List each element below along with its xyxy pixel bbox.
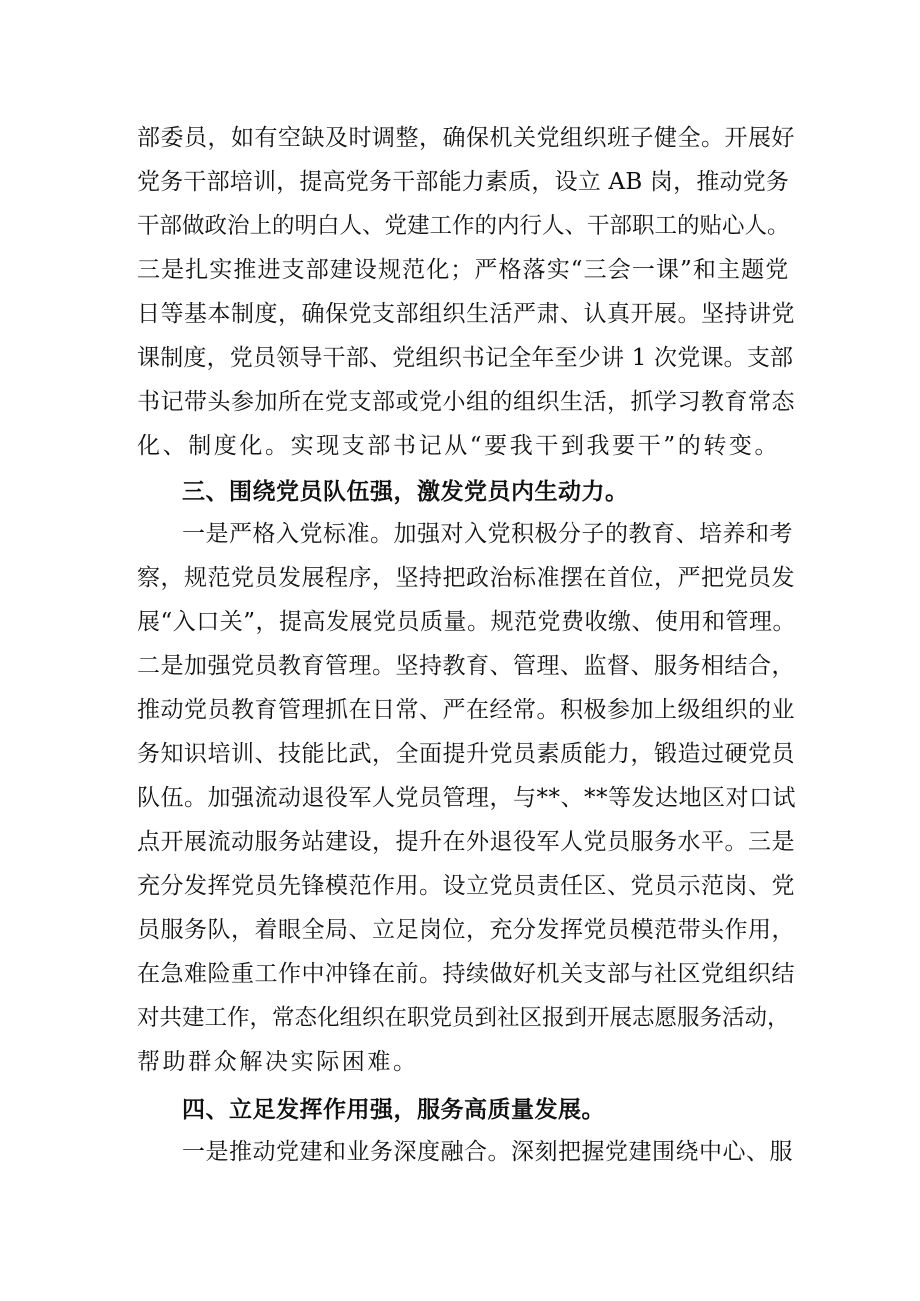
body-text-line: 课制度，党员领导干部、党组织书记全年至少讲 1 次党课。支部 <box>137 345 794 371</box>
body-text-line: 党务干部培训，提高党务干部能力素质，设立 AB 岗，推动党务 <box>137 169 790 195</box>
body-text-line: 书记带头参加所在党支部或党小组的组织生活，抓学习教育常态 <box>137 389 795 415</box>
body-text-line: 部委员，如有空缺及时调整，确保机关党组织班子健全。开展好 <box>137 125 795 151</box>
body-text-line: 队伍。加强流动退役军人党员管理，与**、**等发达地区对口试 <box>137 785 796 811</box>
body-text-line: 对共建工作，常态化组织在职党员到社区报到开展志愿服务活动， <box>137 1005 790 1031</box>
body-text-line: 在急难险重工作中冲锋在前。持续做好机关支部与社区党组织结 <box>137 961 795 987</box>
body-text-line: 员服务队，着眼全局、立足岗位，充分发挥党员模范带头作用， <box>137 917 795 943</box>
body-text-line: 务知识培训、技能比武，全面提升党员素质能力，锻造过硬党员 <box>137 741 795 767</box>
body-text-line: 一是严格入党标准。加强对入党积极分子的教育、培养和考 <box>182 521 793 547</box>
body-text-line: 推动党员教育管理抓在日常、严在经常。积极参加上级组织的业 <box>137 697 795 723</box>
body-text-line: 展“入口关”，提高发展党员质量。规范党费收缴、使用和管理。 <box>137 609 797 635</box>
body-text-line: 充分发挥党员先锋模范作用。设立党员责任区、党员示范岗、党 <box>137 873 795 899</box>
section-heading-4: 四、立足发挥作用强，服务高质量发展。 <box>182 1097 605 1123</box>
body-text-line: 化、制度化。实现支部书记从“要我干到我要干”的转变。 <box>137 433 781 459</box>
section-heading-3: 三、围绕党员队伍强，激发党员内生动力。 <box>182 479 629 505</box>
body-text-line: 二是加强党员教育管理。坚持教育、管理、监督、服务相结合， <box>137 653 795 679</box>
body-text-line: 察，规范党员发展程序，坚持把政治标准摆在首位，严把党员发 <box>137 565 795 591</box>
body-text-line: 一是推动党建和业务深度融合。深刻把握党建围绕中心、服 <box>182 1139 793 1165</box>
body-text-line: 干部做政治上的明白人、党建工作的内行人、干部职工的贴心人。 <box>137 213 790 239</box>
body-text-line: 帮助群众解决实际困难。 <box>137 1049 419 1075</box>
body-text-line: 点开展流动服务站建设，提升在外退役军人党员服务水平。三是 <box>137 829 795 855</box>
body-text-line: 日等基本制度，确保党支部组织生活严肃、认真开展。坚持讲党 <box>137 301 795 327</box>
body-text-line: 三是扎实推进支部建设规范化；严格落实“三会一课”和主题党 <box>137 257 790 283</box>
